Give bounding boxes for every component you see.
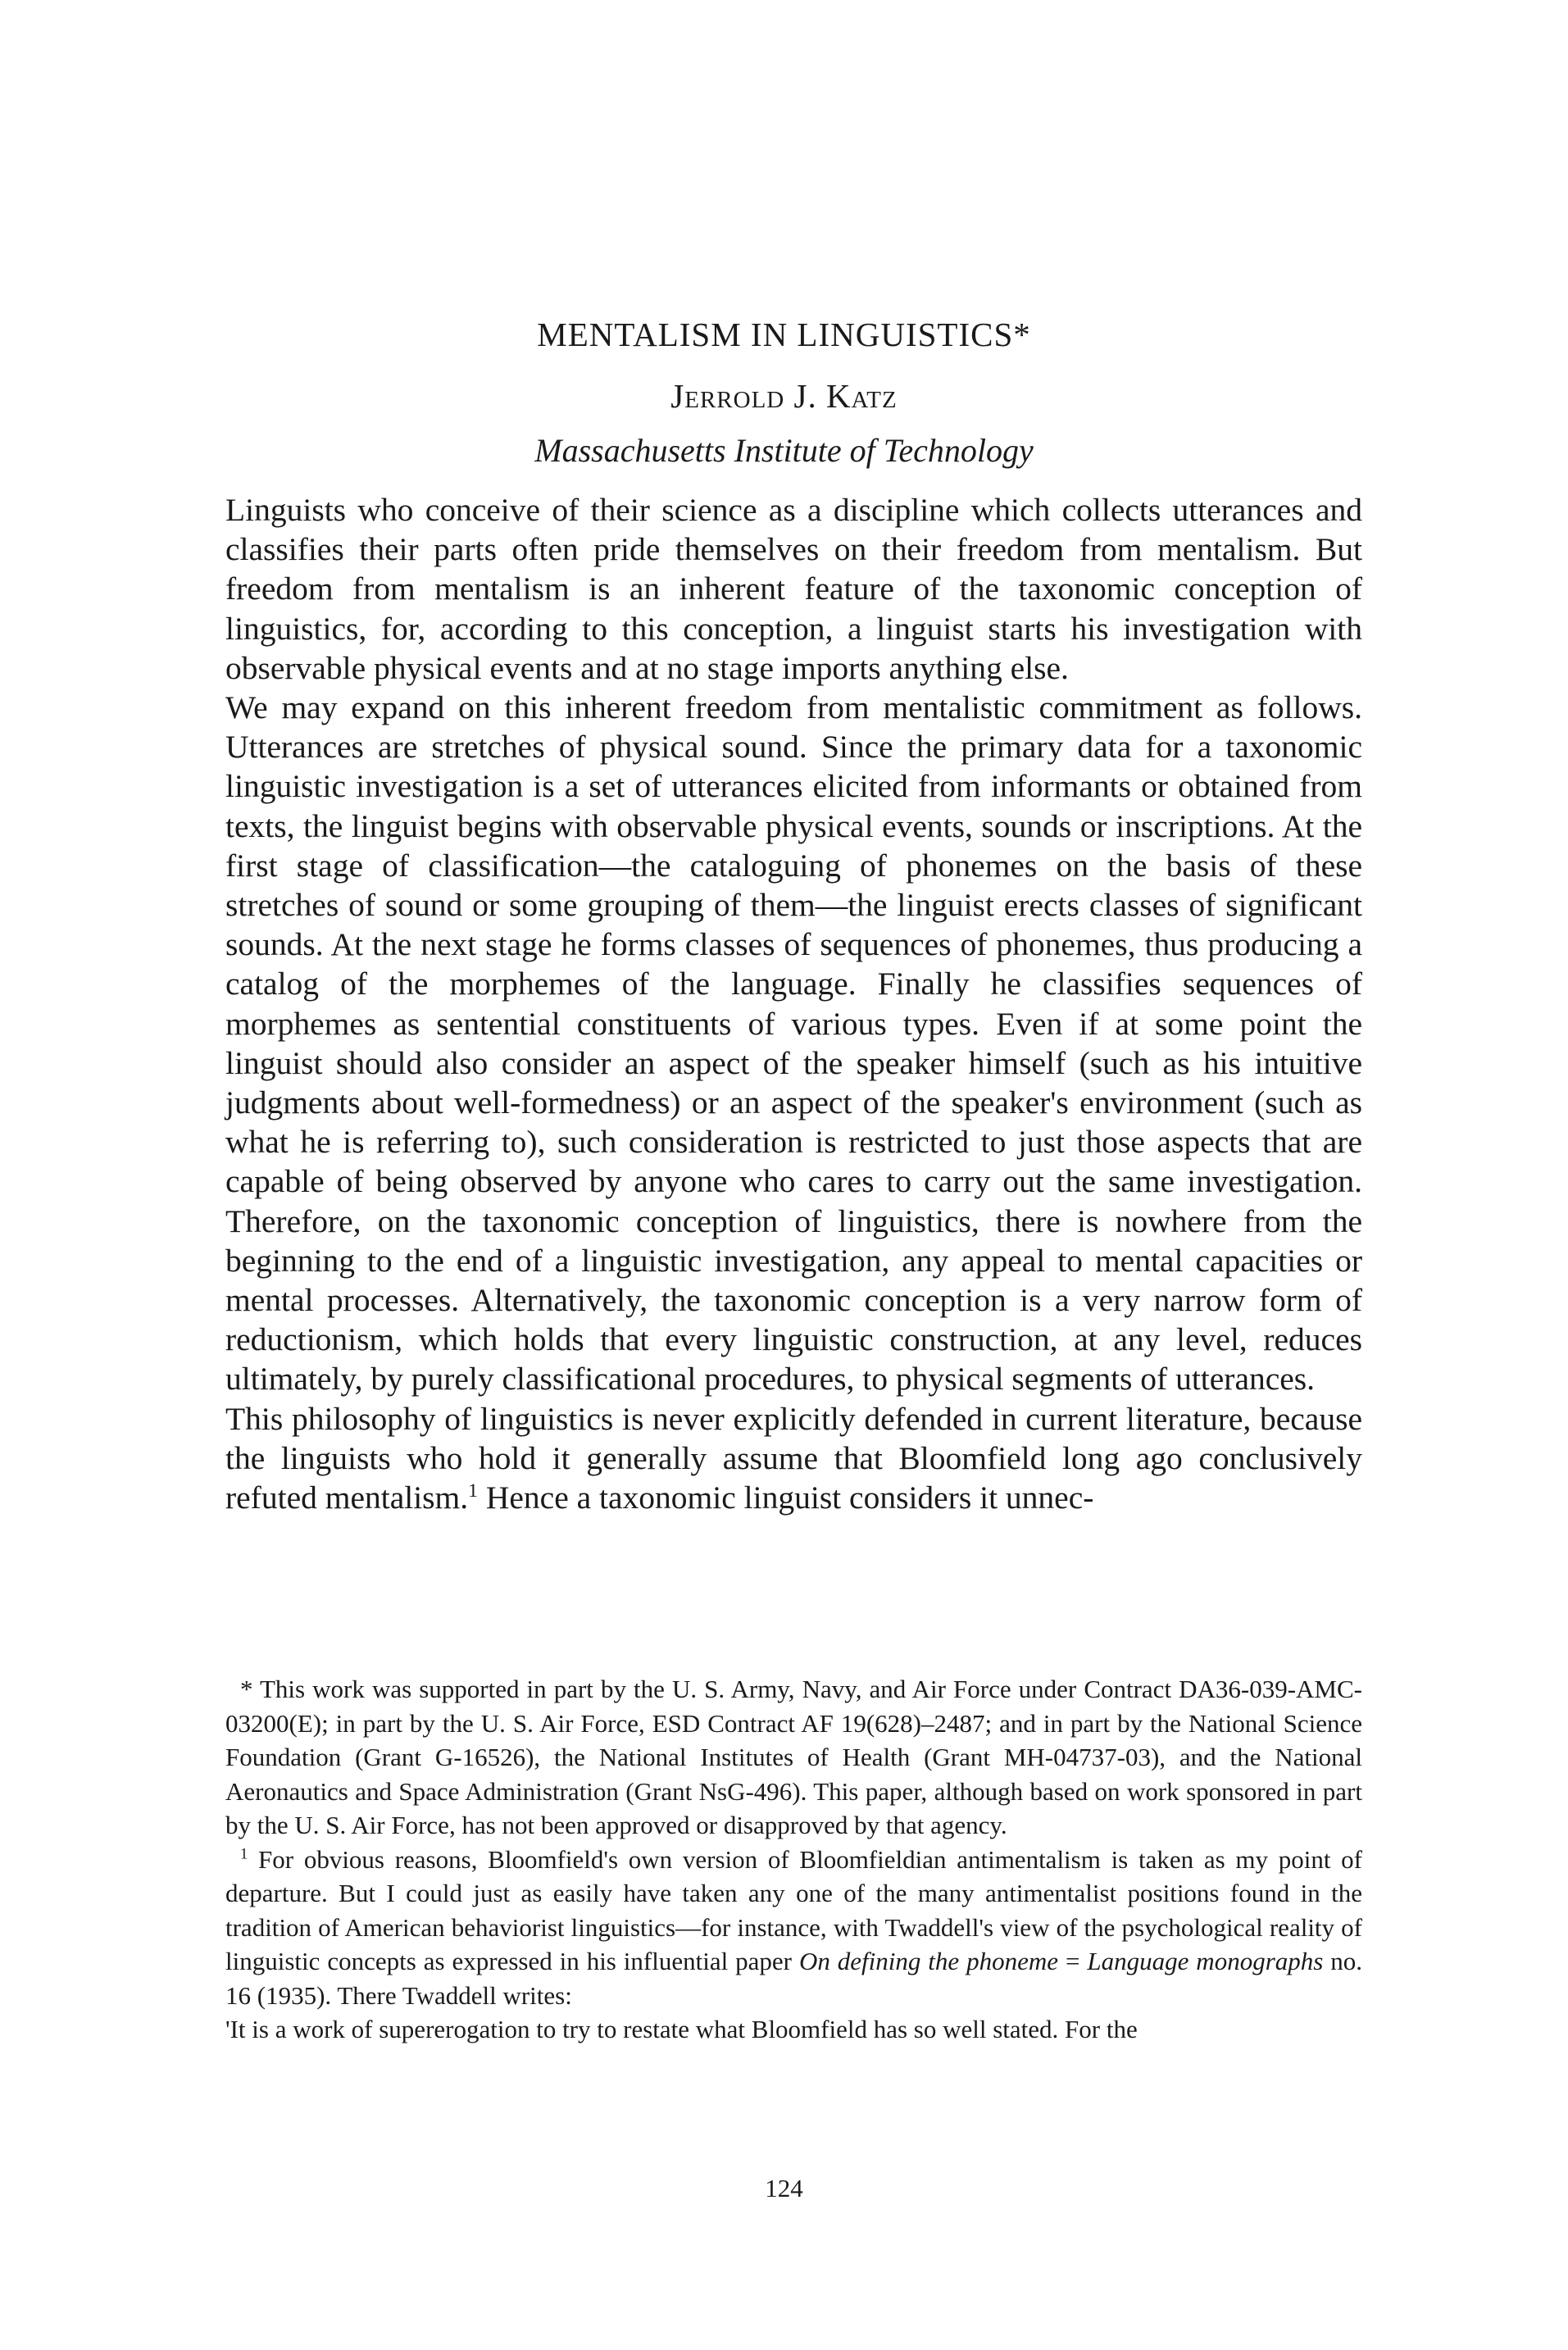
author-name: Jerrold J. Katz xyxy=(670,377,898,415)
footnote-1-reference: 1 xyxy=(468,1480,478,1502)
footnote-1-series: Language monographs xyxy=(1087,1947,1324,1975)
paragraph-1: Linguists who conceive of their science as a discipline which collects utterances and classifies their parts often pride themselves on their freedom from mentalism. But freedom from mentalism is an inherent feature of the taxonomic conception of linguistics, for, according to this conception, a linguist starts his investigation with observable physical events and at no stage imports anything else. xyxy=(225,492,1362,686)
author-affiliation: Massachusetts Institute of Technology xyxy=(534,432,1034,469)
paragraph-2: We may expand on this inherent freedom from mentalistic commitment as follows. Utterances are stretches of physical sound. Since the primary data for a taxonomic linguistic investigation is a set of utterances elicited from informants or obtained from texts, the linguist begins with observable physical events, sounds or inscriptions. At the first stage of classification—the cataloguing of phonemes on the basis of these stretches of sound or some grouping of them—the linguist erects classes of significant sounds. At the next stage he forms classes of sequences of phonemes, thus producing a catalog of the morphemes of the language. Finally he classifies sequences of morphemes as sentential constituents of various types. Even if at some point the linguist should also consider an aspect of the speaker himself (such as his intuitive judgments about well-formedness) or an aspect of the speaker's environment (such as what he is referring to), such consideration is restricted to just those aspects that are capable of being observed by anyone who cares to carry out the same investigation. Therefore, on the taxonomic conception of linguistics, there is nowhere from the beginning to the end of a linguistic investigation, any appeal to mental capacities or mental processes. Alternatively, the taxonomic conception is a very narrow form of reductionism, which holds that every linguistic construction, at any level, reduces ultimately, by purely classificational procedures, to physical segments of utterances. xyxy=(225,689,1362,1398)
article-title: MENTALISM IN LINGUISTICS* xyxy=(537,316,1031,353)
paragraph-3-text-a: This philosophy of linguistics is never explicitly defended in current literature, because the linguists who hold it generally assume that Bloomfield long ago conclusively refuted mentalism. xyxy=(225,1400,1362,1516)
footnote-1-text-c: no. 16 (1935). There Twaddell writes: xyxy=(225,1947,1363,2010)
paragraph-3 xyxy=(225,1399,1362,1518)
paragraph-3-text-b: Hence a taxonomic linguist considers it unnec- xyxy=(478,1480,1094,1516)
footnote-1-mark: 1 xyxy=(240,1845,248,1863)
footnotes xyxy=(225,1672,1362,2047)
footnote-1-text-a: For obvious reasons, Bloomfield's own version of Bloomfieldian antimentalism is taken as my point of departure. But I could just as easily have taken any one of the many antimentalist positions found in the tradition of American behaviorist linguistics—for instance, with Twaddell's view of the psychological reality of linguistic concepts as expressed in his influential paper xyxy=(225,1844,1362,1975)
footnote-star: * This work was supported in part by the U. S. Army, Navy, and Air Force under Contract DA36-039-AMC-03200(E); in part by the U. S. Air Force, ESD Contract AF 19(628)–2487; and in part by the National Science Foundation (Grant G-16526), the National Institutes of Health (Grant MH-04737-03), and the National Aeronautics and Space Administration (Grant NsG-496). This paper, although based on work sponsored in part by the U. S. Air Force, has not been approved or disapproved by that agency. xyxy=(225,1675,1362,1839)
footnote-1 xyxy=(225,1843,1362,2013)
body-text xyxy=(225,490,1362,1517)
page-number: 124 xyxy=(765,2174,803,2202)
footnote-1-title: On defining the phoneme xyxy=(798,1947,1059,1975)
footnote-quote: 'It is a work of supererogation to try to restate what Bloomfield has so well stated. For the xyxy=(225,2015,1138,2043)
footnote-1-text-b: = xyxy=(1058,1947,1088,1975)
